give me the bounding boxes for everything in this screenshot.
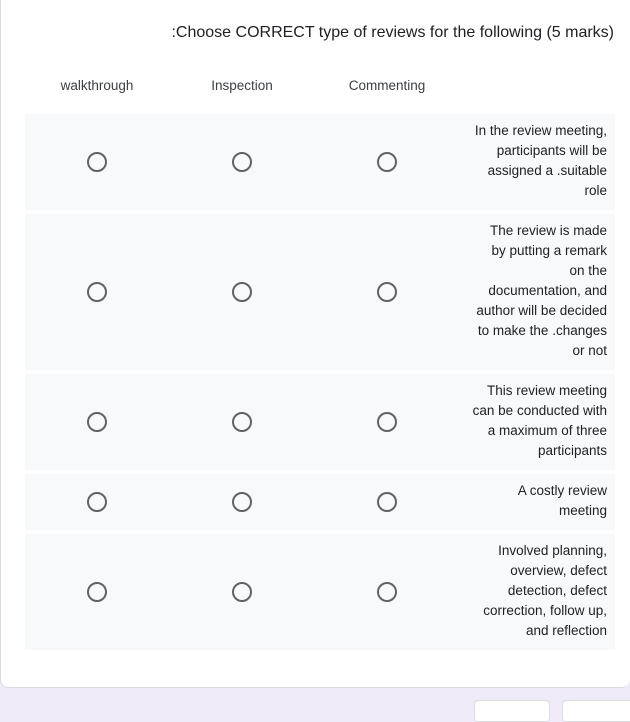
grid-row-4 bbox=[25, 474, 615, 530]
radio-row5-walkthrough[interactable] bbox=[87, 582, 107, 602]
radio-row1-commenting[interactable] bbox=[377, 152, 397, 172]
question-title: :Choose CORRECT type of reviews for the following (5 marks) bbox=[171, 24, 614, 41]
radio-row4-commenting[interactable] bbox=[377, 492, 397, 512]
column-header-commenting: Commenting bbox=[348, 78, 426, 93]
radio-row2-commenting[interactable] bbox=[377, 282, 397, 302]
column-header-inspection: Inspection bbox=[211, 78, 273, 93]
radio-row4-inspection[interactable] bbox=[232, 492, 252, 512]
grid-row-2 bbox=[25, 214, 615, 370]
row-label-4: A costly review meeting bbox=[517, 483, 607, 518]
column-header-walkthrough: walkthrough bbox=[60, 78, 134, 93]
radio-row5-inspection[interactable] bbox=[232, 582, 252, 602]
footer-button-partial-2[interactable] bbox=[562, 700, 630, 722]
row-label-5: Involved planning, overview, defect detection, defect correction, follow up, and reflection bbox=[483, 543, 607, 638]
radio-row3-inspection[interactable] bbox=[232, 412, 252, 432]
radio-row4-walkthrough[interactable] bbox=[87, 492, 107, 512]
row-label-1: In the review meeting, participants will be assigned a .suitable role bbox=[474, 123, 607, 198]
radio-row5-commenting[interactable] bbox=[377, 582, 397, 602]
radio-row3-walkthrough[interactable] bbox=[87, 412, 107, 432]
row-label-3: This review meeting can be conducted with a maximum of three participants bbox=[472, 383, 607, 458]
grid-row-1 bbox=[25, 114, 615, 210]
radio-row1-inspection[interactable] bbox=[232, 152, 252, 172]
radio-row1-walkthrough[interactable] bbox=[87, 152, 107, 172]
radio-row2-inspection[interactable] bbox=[232, 282, 252, 302]
radio-row3-commenting[interactable] bbox=[377, 412, 397, 432]
grid-row-3 bbox=[25, 374, 615, 470]
footer-button-partial[interactable] bbox=[474, 700, 550, 722]
row-label-2: The review is made by putting a remark on the documentation, and author will be decided to make the .changes or not bbox=[476, 223, 607, 358]
radio-row2-walkthrough[interactable] bbox=[87, 282, 107, 302]
grid-row-5 bbox=[25, 534, 615, 650]
